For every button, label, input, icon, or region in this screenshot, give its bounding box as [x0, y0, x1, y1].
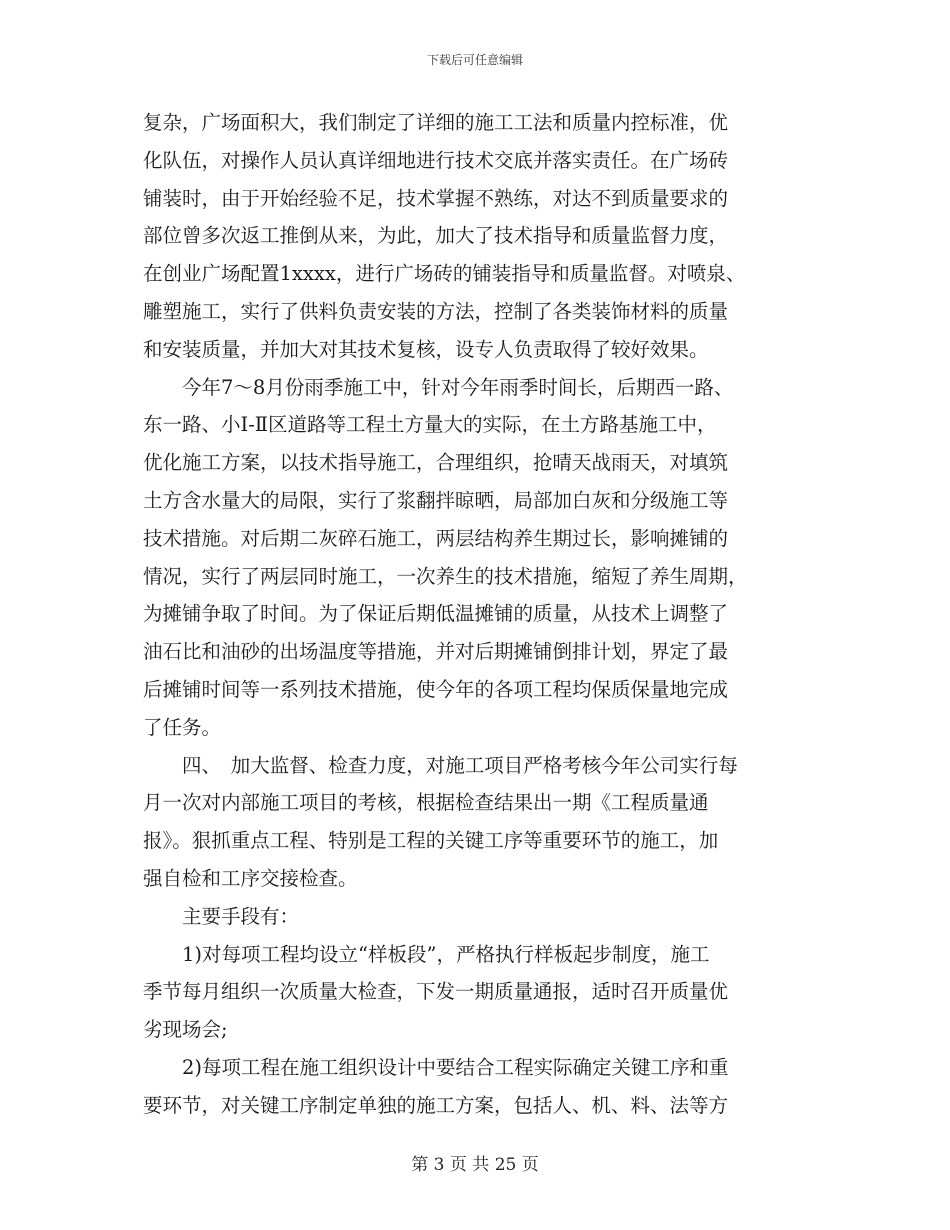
text-line: 了任务。 — [143, 715, 222, 739]
text-line: 月一次对内部施工项目的考核，根据检查结果出一期《工程质量通 — [143, 791, 709, 815]
page-header: 下载后可任意编辑 — [426, 53, 523, 67]
text-line: 东一路、小Ⅰ-Ⅱ区道路等工程土方量大的实际，在土方路基施工中， — [143, 413, 717, 437]
text-line: 和安装质量，并加大对其技术复核，设专人负责取得了较好效果。 — [143, 337, 709, 361]
text-line: 四、 加大监督、检查力度，对施工项目严格考核今年公司实行每 — [143, 753, 738, 777]
text-line: 后摊铺时间等一系列技术措施，使今年的各项工程均保质保量地完成 — [143, 677, 729, 701]
text-line: 劣现场会; — [143, 1018, 228, 1042]
text-line: 2)每项工程在施工组织设计中要结合工程实际确定关键工序和重 — [143, 1055, 729, 1079]
page-number-footer: 第 3 页 共 25 页 — [411, 1155, 539, 1175]
text-line: 情况，实行了两层同时施工，一次养生的技术措施，缩短了养生周期， — [143, 564, 748, 588]
text-line: 部位曾多次返工推倒从来，为此，加大了技术指导和质量监督力度， — [143, 224, 729, 248]
text-line: 油石比和油砂的出场温度等措施，并对后期摊铺倒排计划，界定了最 — [143, 640, 729, 664]
text-line: 雕塑施工，实行了供料负责安装的方法，控制了各类装饰材料的质量 — [143, 299, 729, 323]
document-body — [143, 104, 807, 1125]
text-line: 主要手段有： — [143, 904, 300, 928]
text-line: 1)对每项工程均设立“样板段”，严格执行样板起步制度，施工 — [143, 942, 710, 966]
text-line: 化队伍，对操作人员认真详细地进行技术交底并落实责任。在广场砖 — [143, 148, 729, 172]
text-line: 为摊铺争取了时间。为了保证后期低温摊铺的质量，从技术上调整了 — [143, 602, 729, 626]
text-line: 在创业广场配置1xxxx，进行广场砖的铺装指导和质量监督。对喷泉、 — [143, 262, 746, 286]
text-line: 报》。狠抓重点工程、特别是工程的关键工序等重要环节的施工，加 — [143, 829, 719, 853]
text-line: 铺装时，由于开始经验不足，技术掌握不熟练，对达不到质量要求的 — [143, 186, 729, 210]
text-line: 技术措施。对后期二灰碎石施工，两层结构养生期过长，影响摊铺的 — [143, 526, 729, 550]
text-line: 复杂，广场面积大，我们制定了详细的施工工法和质量内控标准，优 — [143, 111, 729, 134]
text-line: 季节每月组织一次质量大检查，下发一期质量通报，适时召开质量优 — [143, 980, 729, 1004]
text-line: 土方含水量大的局限，实行了浆翻拌晾晒，局部加白灰和分级施工等 — [143, 488, 729, 512]
text-line: 今年7～8月份雨季施工中，针对今年雨季时间长，后期西一路、 — [143, 375, 734, 399]
text-line: 强自检和工序交接检查。 — [143, 866, 358, 890]
text-line: 优化施工方案，以技术指导施工，合理组织，抢晴天战雨天，对填筑 — [143, 451, 729, 475]
text-line: 要环节，对关键工序制定单独的施工方案，包括人、机、料、法等方 — [143, 1093, 729, 1117]
